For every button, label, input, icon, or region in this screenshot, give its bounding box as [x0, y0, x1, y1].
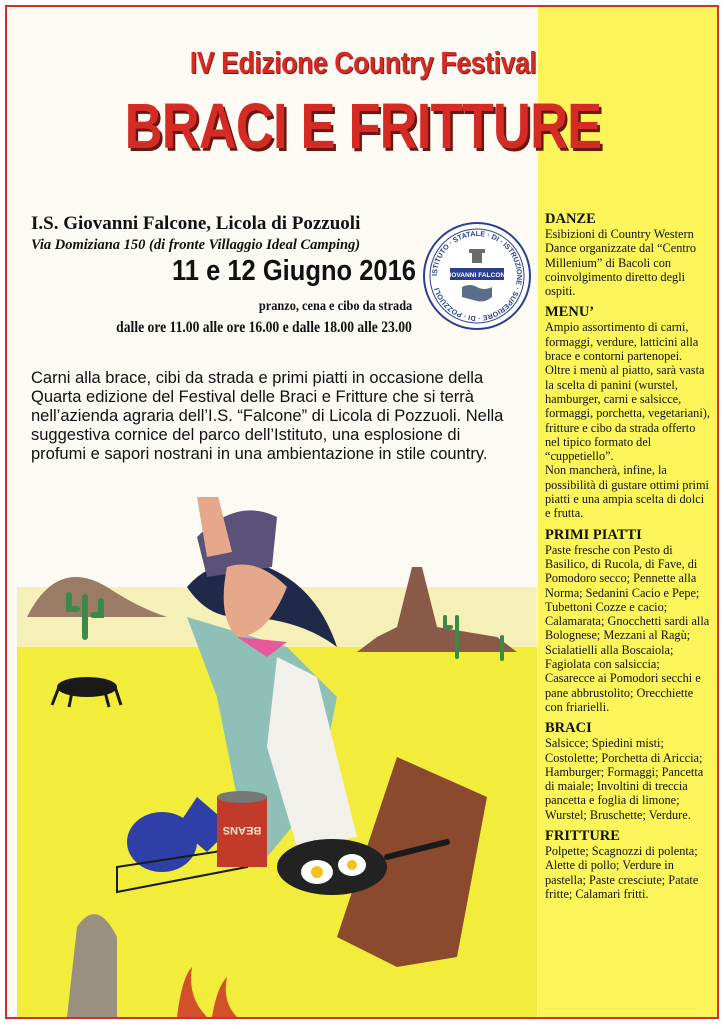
event-dates: 11 e 12 Giugno 2016 — [172, 255, 416, 287]
fritture-title: FRITTURE — [545, 827, 620, 844]
cowboy-illustration — [17, 497, 537, 1017]
danze-title: DANZE — [545, 211, 596, 227]
menu-title: MENU’ — [545, 304, 595, 321]
school-name: I.S. Giovanni Falcone, Licola di Pozzuoli — [31, 213, 361, 234]
festival-poster — [5, 5, 719, 1019]
page-title: BRACI E FRITTURE — [124, 90, 602, 162]
intro-paragraph: Carni alla brace, cibi da strada e primi piatti in occasione della Quarta edizione del Festival delle Braci e Fritture che si terrà nell’azienda agraria dell’I.S. “Falcone” di Licola di Pozzuoli. Nella suggestiva cornice del parco dell’Istituto, una esplosione di profumi e sapori nostrani in una ambientazione in stile country. — [31, 369, 504, 463]
event-address: Via Domiziana 150 (di fronte Villaggio Ideal Camping) — [31, 237, 361, 253]
opening-hours: dalle ore 11.00 alle ore 16.00 e dalle 18.00 alle 23.00 — [116, 319, 412, 336]
primi-piatti-body: Paste fresche con Pesto di Basilico, di Rucola, di Fave, di Pomodoro secco; Pennette alla Norma; Sedanini Cacio e Pepe; Tubettoni Cozze e cacio; Calamarata; Gnocchetti sardi alla Bolognese; Mezzani al Ragù; Scialatielli alla Boscaiola; Fagiolata con salsiccia; Casarecce ai Pomodori secchi e pane abbrustolito; Orecchiette con friarielli. — [545, 542, 710, 714]
primi-piatti-title: PRIMI PIATTI — [545, 526, 642, 543]
beans-can-label: BEANS — [222, 824, 262, 836]
edition-heading: IV Edizione Country Festival — [189, 45, 537, 80]
fritture-body: Polpette; Scagnozzi di polenta; Alette di pollo; Verdure in pastella; Paste cresciute; Patate fritte; Calamari fritti. — [545, 843, 699, 901]
braci-title: BRACI — [545, 720, 592, 737]
school-seal-logo — [422, 221, 532, 331]
menu-body: Ampio assortimento di carni, formaggi, verdure, latticini alla brace e contorni partenopei. Oltre i menù al piatto, sarà vasta la scelta di panini (wurstel, hamburger, carni e salsicce, formaggi, porchetta, vegetariani), fritture e cibo da strada offerto nel tipico formato del “cuppetiello”. Non mancherà, infine, la possibilità di gustare ottimi primi piatti e una ampia scelta di dolci e frutta. — [545, 320, 710, 521]
danze-body: Esibizioni di Country Western Dance organizzate dal “Centro Millenium” di Bacoli con coinvolgimento diretto degli ospiti. — [545, 227, 697, 299]
sidebar-content — [545, 211, 711, 901]
seal-name: GIOVANNI FALCONE — [444, 272, 510, 279]
braci-body: Salsicce; Spiedini misti; Costolette; Porchetta di Ariccia; Hamburger; Formaggi; Pancetta di maiale; Involtini di treccia pancetta e foglia di limone; Wurstel; Bruschette; Verdure. — [545, 736, 704, 822]
meal-info: pranzo, cena e cibo da strada — [258, 299, 412, 314]
seal-ring-text: ISTITUTO · STATALE · DI · ISTRUZIONE · SUPERIORE · DI · POZZUOLI — [429, 228, 525, 324]
